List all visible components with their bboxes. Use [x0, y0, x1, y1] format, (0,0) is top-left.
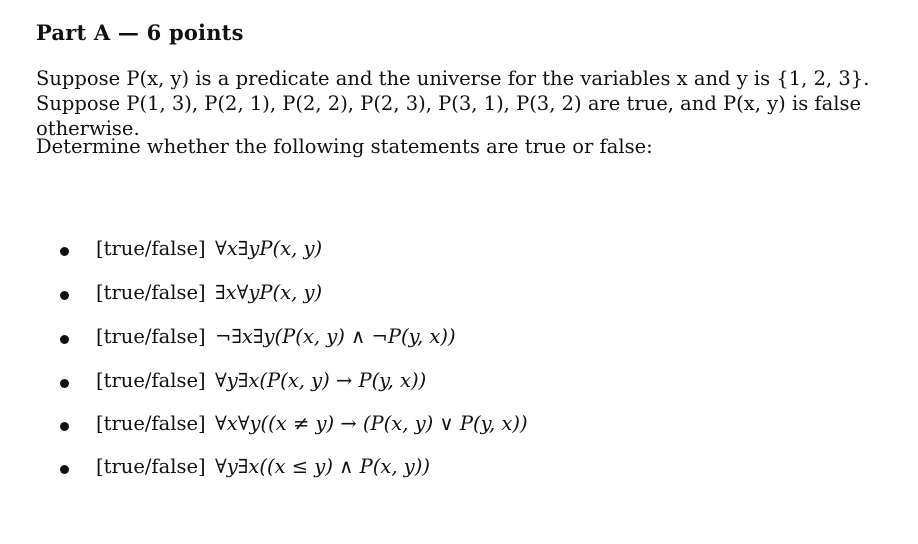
list-item	[60, 325, 900, 355]
bullet-icon	[60, 465, 69, 474]
logic-expression: ∀y∃x(P(x, y) → P(y, x))	[215, 369, 427, 392]
true-false-choice: [true/false]	[96, 325, 206, 348]
bullet-icon	[60, 379, 69, 388]
logic-expression: ∀x∀y((x ≠ y) → (P(x, y) ∨ P(y, x))	[215, 412, 528, 435]
true-false-choice: [true/false]	[96, 412, 206, 435]
list-item	[60, 369, 900, 399]
logic-expression: ∀y∃x((x ≤ y) ∧ P(x, y))	[215, 455, 430, 478]
true-false-choice: [true/false]	[96, 281, 206, 304]
true-false-choice: [true/false]	[96, 455, 206, 478]
true-false-choice: [true/false]	[96, 369, 206, 392]
true-false-choice: [true/false]	[96, 237, 206, 260]
bullet-icon	[60, 291, 69, 300]
problem-paragraph: Suppose P(x, y) is a predicate and the universe for the variables x and y is {1, 2, 3}. Suppose P(1, 3), P(2, 1), P(2, 2), P(2, 3), P(3, 1), P(3, 2) are true, and P(x, y) is false otherwise.	[36, 67, 870, 140]
logic-expression: ∀x∃yP(x, y)	[215, 237, 323, 260]
bullet-icon	[60, 247, 69, 256]
instruction-paragraph: Determine whether the following statements are true or false:	[36, 135, 653, 158]
list-item	[60, 237, 900, 267]
bullet-icon	[60, 422, 69, 431]
list-item	[60, 281, 900, 311]
bullet-icon	[60, 335, 69, 344]
list-item	[60, 412, 900, 442]
list-item	[60, 455, 900, 485]
logic-expression: ∃x∀yP(x, y)	[215, 281, 323, 304]
logic-expression: ¬∃x∃y(P(x, y) ∧ ¬P(y, x))	[215, 325, 456, 348]
part-heading: Part A — 6 points	[36, 20, 244, 45]
